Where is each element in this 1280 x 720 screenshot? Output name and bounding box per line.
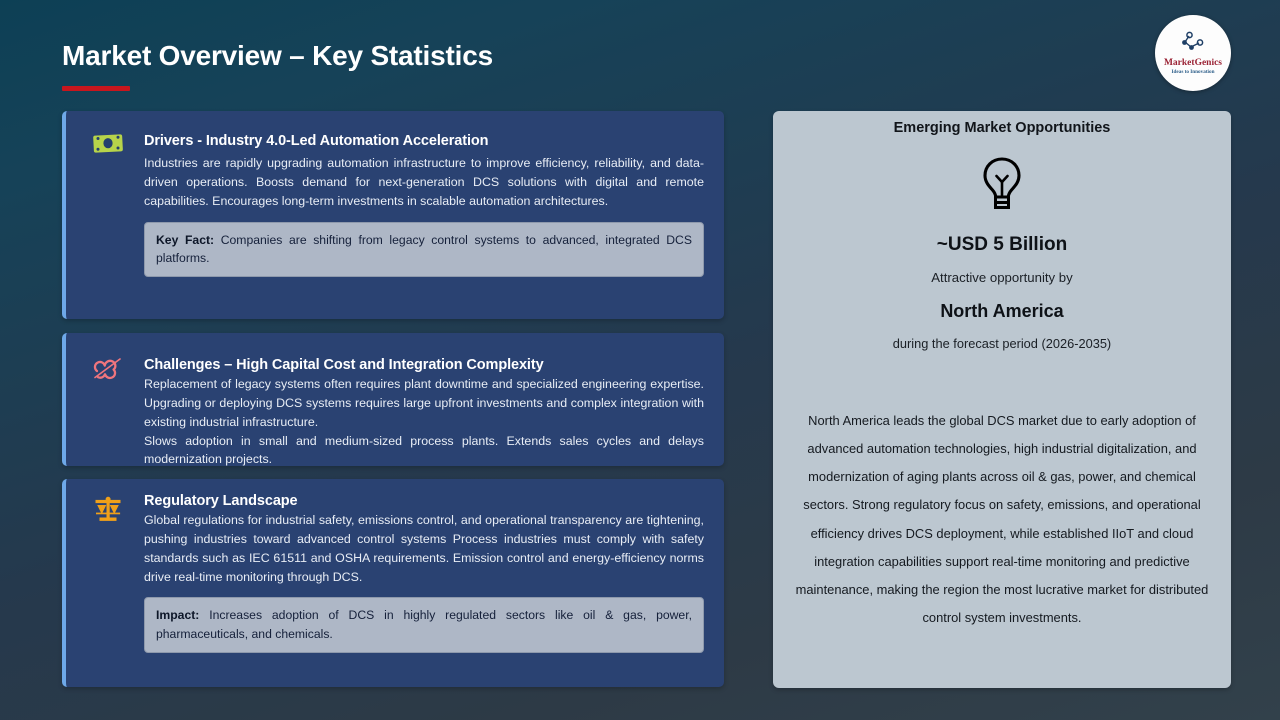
logo-tagline: Ideas to Innovation [1171, 68, 1215, 75]
card-drivers-title: Drivers - Industry 4.0-Led Automation Acceleration [144, 133, 489, 149]
card-regulatory-title: Regulatory Landscape [144, 493, 298, 509]
card-drivers-highlight [144, 222, 704, 278]
highlight-text: Increases adoption of DCS in highly regulated sectors like oil & gas, power, pharmaceuticals, and chemicals. [156, 608, 692, 641]
panel-description: North America leads the global DCS market due to early adoption of advanced automation technologies, high industrial digitalization, and modernization of aging plants across oil & gas, power, and chemical sectors. Strong regulatory focus on safety, emissions, and operational efficiency drives DCS deployment, while established IIoT and cloud integration capabilities support real-time monitoring and predictive maintenance, making the region the most lucrative market for distributed control system investments. [795, 413, 1209, 625]
card-challenges-body2: Slows adoption in small and medium-sized process plants. Extends sales cycles and delays modernization projects. [144, 433, 704, 467]
company-logo [1155, 15, 1231, 91]
highlight-label: Impact: [156, 608, 200, 623]
broken-link-icon [88, 351, 128, 385]
card-regulatory-highlight [144, 597, 704, 653]
money-banknote-icon [88, 127, 128, 161]
card-challenges-title: Challenges – High Capital Cost and Integration Complexity [144, 357, 544, 373]
title-accent-bar [62, 86, 130, 91]
card-drivers-body: Industries are rapidly upgrading automation infrastructure to improve efficiency, reliability, and data-driven operations. Boosts demand for next-generation DCS solutions with digital and remote capabilities. Encourages long-term investments in scalable automation architectures. [144, 156, 704, 208]
highlight-label: Key Fact: [156, 232, 215, 247]
card-challenges [62, 333, 724, 466]
panel-region: North America [940, 301, 1064, 321]
panel-value-subtitle: Attractive opportunity by [931, 270, 1073, 285]
card-regulatory-body: Global regulations for industrial safety, emissions control, and operational transparency are tightening, pushing industries toward advanced control systems Process industries must comply with safety standards such as IEC 61511 and OSHA requirements. Emission control and energy-efficiency norms drive real-time monitoring through DCS. [144, 513, 704, 584]
highlight-text: Companies are shifting from legacy control systems to advanced, integrated DCS platforms. [156, 232, 692, 265]
emerging-market-opportunities-panel [773, 111, 1231, 688]
card-challenges-body: Replacement of legacy systems often requires plant downtime and specialized engineering expertise. Upgrading or deploying DCS systems requires large upfront investments and complex integration with existing industrial infrastructure. [144, 377, 704, 429]
scales-of-justice-icon [88, 493, 128, 527]
page-title: Market Overview – Key Statistics [62, 40, 493, 71]
panel-forecast-period: during the forecast period (2026-2035) [892, 336, 1112, 351]
panel-title: Emerging Market Opportunities [893, 120, 1111, 136]
card-regulatory [62, 479, 724, 687]
network-nodes-icon [1180, 31, 1206, 58]
lightbulb-icon [773, 156, 1231, 212]
logo-brand-name: MarketGenics [1163, 57, 1223, 68]
panel-market-value: ~USD 5 Billion [936, 234, 1068, 255]
card-drivers [62, 111, 724, 319]
